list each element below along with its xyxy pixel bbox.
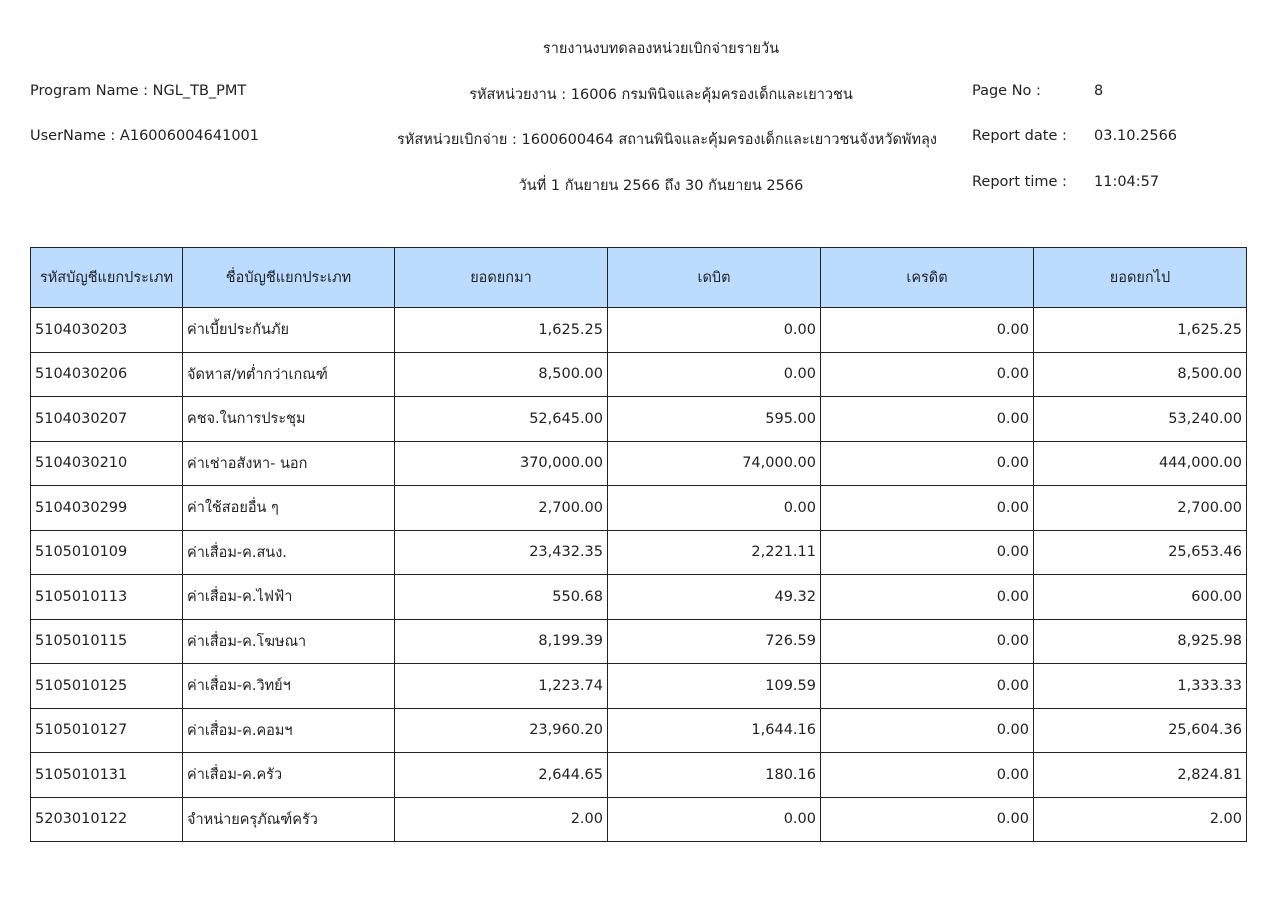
opening-balance-cell: 1,625.25: [395, 308, 608, 353]
credit-cell: 0.00: [821, 397, 1034, 442]
account-code-cell: 5104030299: [31, 486, 183, 531]
opening-balance-cell: 2,700.00: [395, 486, 608, 531]
credit-cell: 0.00: [821, 619, 1034, 664]
opening-balance-cell: 370,000.00: [395, 441, 608, 486]
table-row: [31, 575, 1247, 620]
opening-balance-cell: 23,432.35: [395, 530, 608, 575]
debit-cell: 0.00: [608, 797, 821, 842]
agency-line: รหัสหน่วยงาน : 16006 กรมพินิจและคุ้มครองเด็กและเยาวชน: [469, 87, 853, 103]
debit-cell: 109.59: [608, 664, 821, 709]
credit-cell: 0.00: [821, 708, 1034, 753]
account-name-cell: ค่าเสื่อม-ค.ไฟฟ้า: [183, 575, 395, 620]
column-header-closing-balance: ยอดยกไป: [1034, 248, 1247, 308]
account-code-cell: 5105010125: [31, 664, 183, 709]
account-name-cell: ค่าใช้สอยอื่น ๆ: [183, 486, 395, 531]
table-row: [31, 308, 1247, 353]
account-code-cell: 5105010115: [31, 619, 183, 664]
account-name-cell: จำหน่ายครุภัณฑ์ครัว: [183, 797, 395, 842]
account-code-cell: 5104030206: [31, 352, 183, 397]
closing-balance-cell: 2.00: [1034, 797, 1247, 842]
account-name-cell: จัดหาส/ทต่ำกว่าเกณฑ์: [183, 352, 395, 397]
account-code-cell: 5104030210: [31, 441, 183, 486]
table-row: [31, 352, 1247, 397]
closing-balance-cell: 600.00: [1034, 575, 1247, 620]
closing-balance-cell: 53,240.00: [1034, 397, 1247, 442]
closing-balance-cell: 2,824.81: [1034, 753, 1247, 798]
account-name-cell: คชจ.ในการประชุม: [183, 397, 395, 442]
credit-cell: 0.00: [821, 753, 1034, 798]
opening-balance-cell: 1,223.74: [395, 664, 608, 709]
report-title: รายงานงบทดลองหน่วยเบิกจ่ายรายวัน: [542, 41, 780, 57]
account-code-cell: 5104030203: [31, 308, 183, 353]
debit-cell: 595.00: [608, 397, 821, 442]
opening-balance-cell: 2.00: [395, 797, 608, 842]
debit-cell: 180.16: [608, 753, 821, 798]
column-header-opening-balance: ยอดยกมา: [395, 248, 608, 308]
credit-cell: 0.00: [821, 486, 1034, 531]
account-name-cell: ค่าเบี้ยประกันภัย: [183, 308, 395, 353]
account-name-cell: ค่าเสื่อม-ค.สนง.: [183, 530, 395, 575]
credit-cell: 0.00: [821, 352, 1034, 397]
debit-cell: 0.00: [608, 308, 821, 353]
debit-cell: 74,000.00: [608, 441, 821, 486]
column-header-credit: เครดิต: [821, 248, 1034, 308]
table-row: [31, 708, 1247, 753]
account-name-cell: ค่าเสื่อม-ค.คอมฯ: [183, 708, 395, 753]
account-name-cell: ค่าเสื่อม-ค.วิทย์ฯ: [183, 664, 395, 709]
report-date-value: 03.10.2566: [1094, 128, 1178, 144]
account-code-cell: 5105010131: [31, 753, 183, 798]
closing-balance-cell: 444,000.00: [1034, 441, 1247, 486]
closing-balance-cell: 2,700.00: [1034, 486, 1247, 531]
column-header-debit: เดบิต: [608, 248, 821, 308]
opening-balance-cell: 52,645.00: [395, 397, 608, 442]
credit-cell: 0.00: [821, 530, 1034, 575]
opening-balance-cell: 8,500.00: [395, 352, 608, 397]
report-time-label: Report time :: [972, 174, 1067, 190]
debit-cell: 0.00: [608, 352, 821, 397]
table-row: [31, 530, 1247, 575]
closing-balance-cell: 25,604.36: [1034, 708, 1247, 753]
report-date-label: Report date :: [972, 128, 1067, 144]
opening-balance-cell: 2,644.65: [395, 753, 608, 798]
opening-balance-cell: 8,199.39: [395, 619, 608, 664]
column-header-account-name: ชื่อบัญชีแยกประเภท: [183, 248, 395, 308]
report-period: วันที่ 1 กันยายน 2566 ถึง 30 กันยายน 2566: [518, 178, 804, 194]
debit-cell: 1,644.16: [608, 708, 821, 753]
credit-cell: 0.00: [821, 441, 1034, 486]
page-no-value: 8: [1094, 83, 1104, 99]
account-name-cell: ค่าเช่าอสังหา- นอก: [183, 441, 395, 486]
closing-balance-cell: 8,500.00: [1034, 352, 1247, 397]
account-code-cell: 5104030207: [31, 397, 183, 442]
credit-cell: 0.00: [821, 575, 1034, 620]
debit-cell: 2,221.11: [608, 530, 821, 575]
account-name-cell: ค่าเสื่อม-ค.ครัว: [183, 753, 395, 798]
debit-cell: 49.32: [608, 575, 821, 620]
account-name-cell: ค่าเสื่อม-ค.โฆษณา: [183, 619, 395, 664]
table-body: [31, 308, 1247, 842]
table-row: [31, 797, 1247, 842]
table-row: [31, 664, 1247, 709]
credit-cell: 0.00: [821, 664, 1034, 709]
account-code-cell: 5105010109: [31, 530, 183, 575]
closing-balance-cell: 1,625.25: [1034, 308, 1247, 353]
report-time-value: 11:04:57: [1094, 174, 1160, 190]
credit-cell: 0.00: [821, 797, 1034, 842]
column-header-account-code: รหัสบัญชีแยกประเภท: [31, 248, 183, 308]
table-header-row: [31, 248, 1247, 308]
debit-cell: 0.00: [608, 486, 821, 531]
table-row: [31, 619, 1247, 664]
opening-balance-cell: 550.68: [395, 575, 608, 620]
table-row: [31, 397, 1247, 442]
program-name: Program Name : NGL_TB_PMT: [30, 83, 247, 99]
account-code-cell: 5105010127: [31, 708, 183, 753]
table-row: [31, 753, 1247, 798]
opening-balance-cell: 23,960.20: [395, 708, 608, 753]
account-code-cell: 5105010113: [31, 575, 183, 620]
credit-cell: 0.00: [821, 308, 1034, 353]
disbursing-unit-line: รหัสหน่วยเบิกจ่าย : 1600600464 สถานพินิจและคุ้มครองเด็กและเยาวชนจังหวัดพัทลุง: [397, 132, 937, 148]
trial-balance-table: [30, 247, 1247, 842]
table-row: [31, 486, 1247, 531]
user-name: UserName : A16006004641001: [30, 128, 260, 144]
table-row: [31, 441, 1247, 486]
account-code-cell: 5203010122: [31, 797, 183, 842]
closing-balance-cell: 1,333.33: [1034, 664, 1247, 709]
debit-cell: 726.59: [608, 619, 821, 664]
page-no-label: Page No :: [972, 83, 1041, 99]
closing-balance-cell: 25,653.46: [1034, 530, 1247, 575]
closing-balance-cell: 8,925.98: [1034, 619, 1247, 664]
